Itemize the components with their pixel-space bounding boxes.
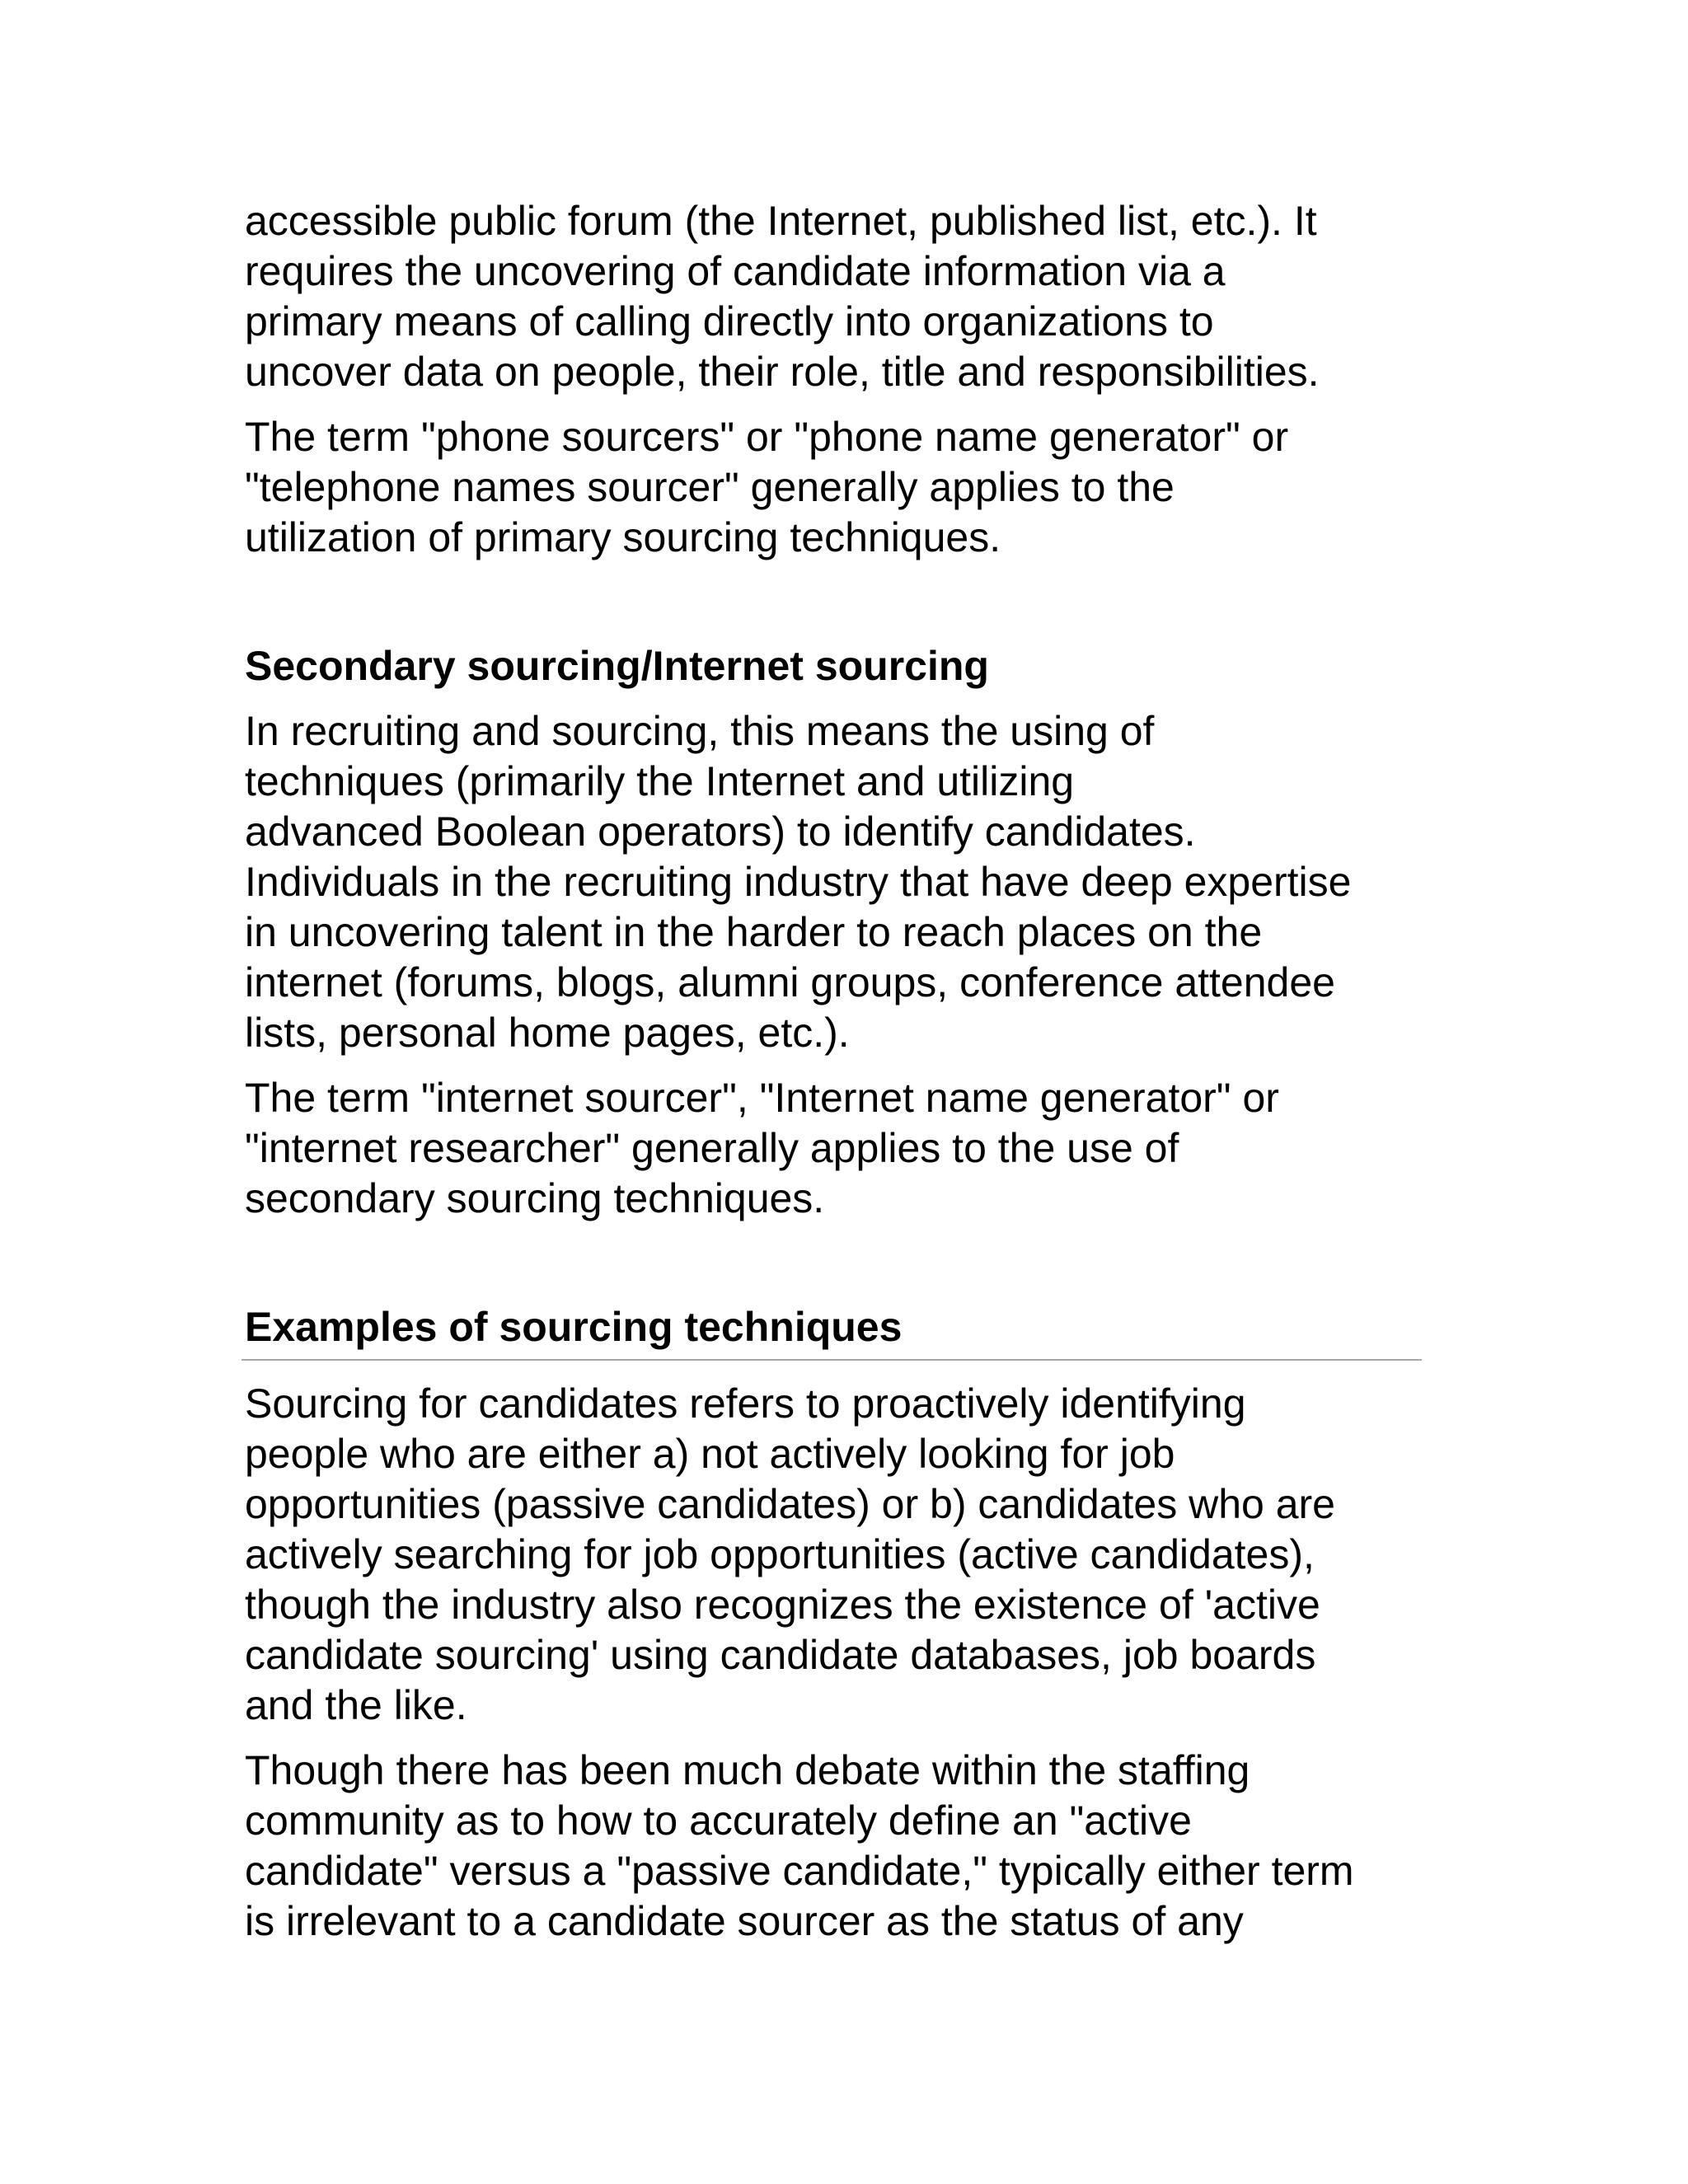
text-line: In recruiting and sourcing, this means the using of — [245, 708, 1155, 754]
text-line: uncover data on people, their role, title and responsibilities. — [245, 349, 1320, 395]
text-line: people who are either a) not actively looking for job — [245, 1431, 1175, 1477]
text-line: secondary sourcing techniques. — [245, 1175, 825, 1221]
paragraph-phone-sourcers — [245, 412, 1423, 563]
paragraph-sourcing-for-candidates — [245, 1379, 1423, 1731]
text-line: is irrelevant to a candidate sourcer as the status of any — [245, 1898, 1244, 1944]
text-line: requires the uncovering of candidate information via a — [245, 248, 1226, 294]
text-line: Sourcing for candidates refers to proactively identifying — [245, 1380, 1246, 1427]
text-line: techniques (primarily the Internet and utilizing — [245, 758, 1075, 804]
text-line: and the like. — [245, 1682, 467, 1728]
paragraph-secondary-sourcing-definition — [245, 706, 1423, 1058]
text-line: advanced Boolean operators) to identify candidates. — [245, 808, 1196, 855]
text-line: internet (forums, blogs, alumni groups, conference attendee — [245, 959, 1335, 1005]
text-line: The term "internet sourcer", "Internet name generator" or — [245, 1075, 1279, 1121]
text-line: Though there has been much debate within the staffing — [245, 1747, 1250, 1793]
text-line: actively searching for job opportunities (active candidates), — [245, 1531, 1315, 1577]
text-line: The term "phone sourcers" or "phone name generator" or — [245, 414, 1289, 460]
paragraph-primary-sourcing-continued — [245, 196, 1423, 397]
section-heading-examples: Examples of sourcing techniques — [245, 1304, 903, 1350]
text-line: utilization of primary sourcing techniques. — [245, 514, 1001, 560]
text-line: accessible public forum (the Internet, published list, etc.). It — [245, 198, 1317, 244]
paragraph-internet-sourcer — [245, 1073, 1423, 1224]
text-line: "telephone names sourcer" generally applies to the — [245, 464, 1175, 510]
text-line: lists, personal home pages, etc.). — [245, 1010, 850, 1056]
text-line: "internet researcher" generally applies to the use of — [245, 1125, 1179, 1171]
text-line: in uncovering talent in the harder to reach places on the — [245, 909, 1263, 955]
text-line: opportunities (passive candidates) or b) candidates who are — [245, 1481, 1335, 1527]
document-page — [245, 196, 1423, 1961]
text-line: community as to how to accurately define an "active — [245, 1797, 1192, 1844]
text-line: though the industry also recognizes the existence of 'active — [245, 1582, 1320, 1628]
text-line: Individuals in the recruiting industry that have deep expertise — [245, 859, 1352, 905]
heading-divider — [241, 1359, 1422, 1361]
section-heading-secondary-sourcing: Secondary sourcing/Internet sourcing — [245, 643, 989, 689]
paragraph-active-vs-passive — [245, 1746, 1423, 1947]
text-line: candidate" versus a "passive candidate," typically either term — [245, 1848, 1354, 1894]
text-line: primary means of calling directly into organizations to — [245, 298, 1214, 344]
text-line: candidate sourcing' using candidate databases, job boards — [245, 1632, 1316, 1678]
